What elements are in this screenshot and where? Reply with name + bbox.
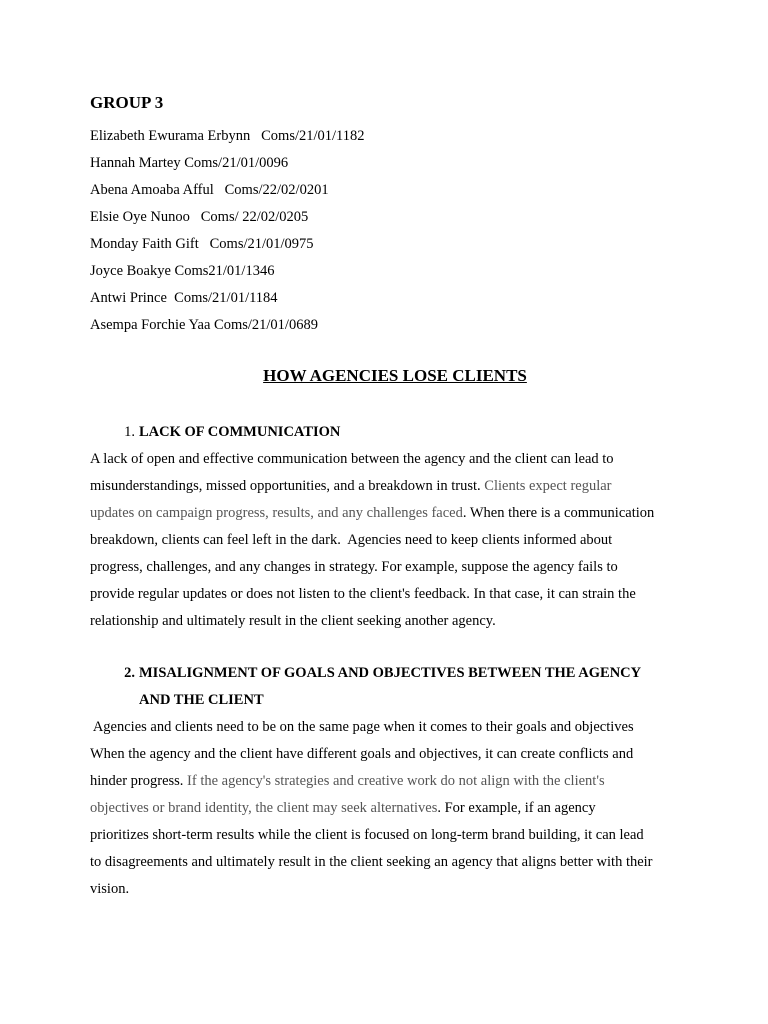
body-text: . For example, if an agency <box>437 800 596 816</box>
body-text: vision. <box>90 881 130 897</box>
member-entry: Joyce Boakye Coms21/01/1346 <box>90 263 275 279</box>
paragraph-line <box>90 500 690 527</box>
paragraph-line <box>90 849 690 876</box>
body-text: to disagreements and ultimately result in the client seeking an agency that aligns better with their <box>90 854 653 870</box>
body-text: relationship and ultimately result in the client seeking another agency. <box>90 613 496 629</box>
body-text: . When there is a communication <box>462 505 655 521</box>
paragraph-line <box>90 741 690 768</box>
member-entry: Asempa Forchie Yaa Coms/21/01/0689 <box>90 317 318 333</box>
main-title: HOW AGENCIES LOSE CLIENTS <box>263 366 527 385</box>
section-lack-of-communication <box>90 419 690 635</box>
member-list <box>90 123 365 339</box>
body-text: misunderstandings, missed opportunities, and a breakdown in trust. <box>90 478 485 494</box>
section-heading <box>90 419 690 446</box>
member-entry: Antwi Prince Coms/21/01/1184 <box>90 290 278 306</box>
body-text: Agencies and clients need to be on the same page when it comes to their goals and objectives <box>90 719 634 735</box>
body-text: prioritizes short-term results while the client is focused on long-term brand building, it can lead <box>90 827 644 843</box>
section-heading-text <box>135 660 690 714</box>
paragraph-line <box>90 554 690 581</box>
heading-line: AND THE CLIENT <box>139 692 264 708</box>
body-text: provide regular updates or does not listen to the client's feedback. In that case, it can strain the <box>90 586 636 602</box>
highlighted-text: updates on campaign progress, results, and any challenges faced <box>90 505 463 521</box>
paragraph-line <box>90 446 690 473</box>
member-entry: Hannah Martey Coms/21/01/0096 <box>90 155 289 171</box>
paragraph-line <box>90 608 690 635</box>
paragraph-line <box>90 473 690 500</box>
paragraph-line <box>90 527 690 554</box>
body-text: When the agency and the client have different goals and objectives, it can create conflicts and <box>90 746 634 762</box>
member-entry: Elsie Oye Nunoo Coms/ 22/02/0205 <box>90 209 309 225</box>
section-number: 2. <box>124 665 135 681</box>
section-paragraph <box>90 446 690 635</box>
paragraph-line <box>90 822 690 849</box>
section-paragraph <box>90 714 690 903</box>
group-title: GROUP 3 <box>90 93 164 112</box>
paragraph-line <box>90 876 690 903</box>
heading-line: MISALIGNMENT OF GOALS AND OBJECTIVES BETWEEN THE AGENCY <box>139 665 642 681</box>
paragraph-line <box>90 768 690 795</box>
highlighted-text: Clients expect regular <box>484 478 612 494</box>
section-heading-text: LACK OF COMMUNICATION <box>139 424 341 440</box>
highlighted-text: objectives or brand identity, the client may seek alternatives <box>90 800 438 816</box>
body-text: hinder progress. <box>90 773 188 789</box>
section-misalignment-of-goals <box>90 660 690 903</box>
member-entry: Abena Amoaba Afful Coms/22/02/0201 <box>90 182 329 198</box>
highlighted-text: If the agency's strategies and creative work do not align with the client's <box>187 773 605 789</box>
member-entry: Elizabeth Ewurama Erbynn Coms/21/01/1182 <box>90 128 365 144</box>
member-entry: Monday Faith Gift Coms/21/01/0975 <box>90 236 314 252</box>
paragraph-line <box>90 581 690 608</box>
paragraph-line <box>90 795 690 822</box>
body-text: breakdown, clients can feel left in the dark. Agencies need to keep clients informed about <box>90 532 613 548</box>
paragraph-line <box>90 714 690 741</box>
body-text: A lack of open and effective communication between the agency and the client can lead to <box>90 451 614 467</box>
body-text: progress, challenges, and any changes in strategy. For example, suppose the agency fails to <box>90 559 618 575</box>
section-number: 1. <box>124 424 135 440</box>
section-heading <box>90 660 690 714</box>
